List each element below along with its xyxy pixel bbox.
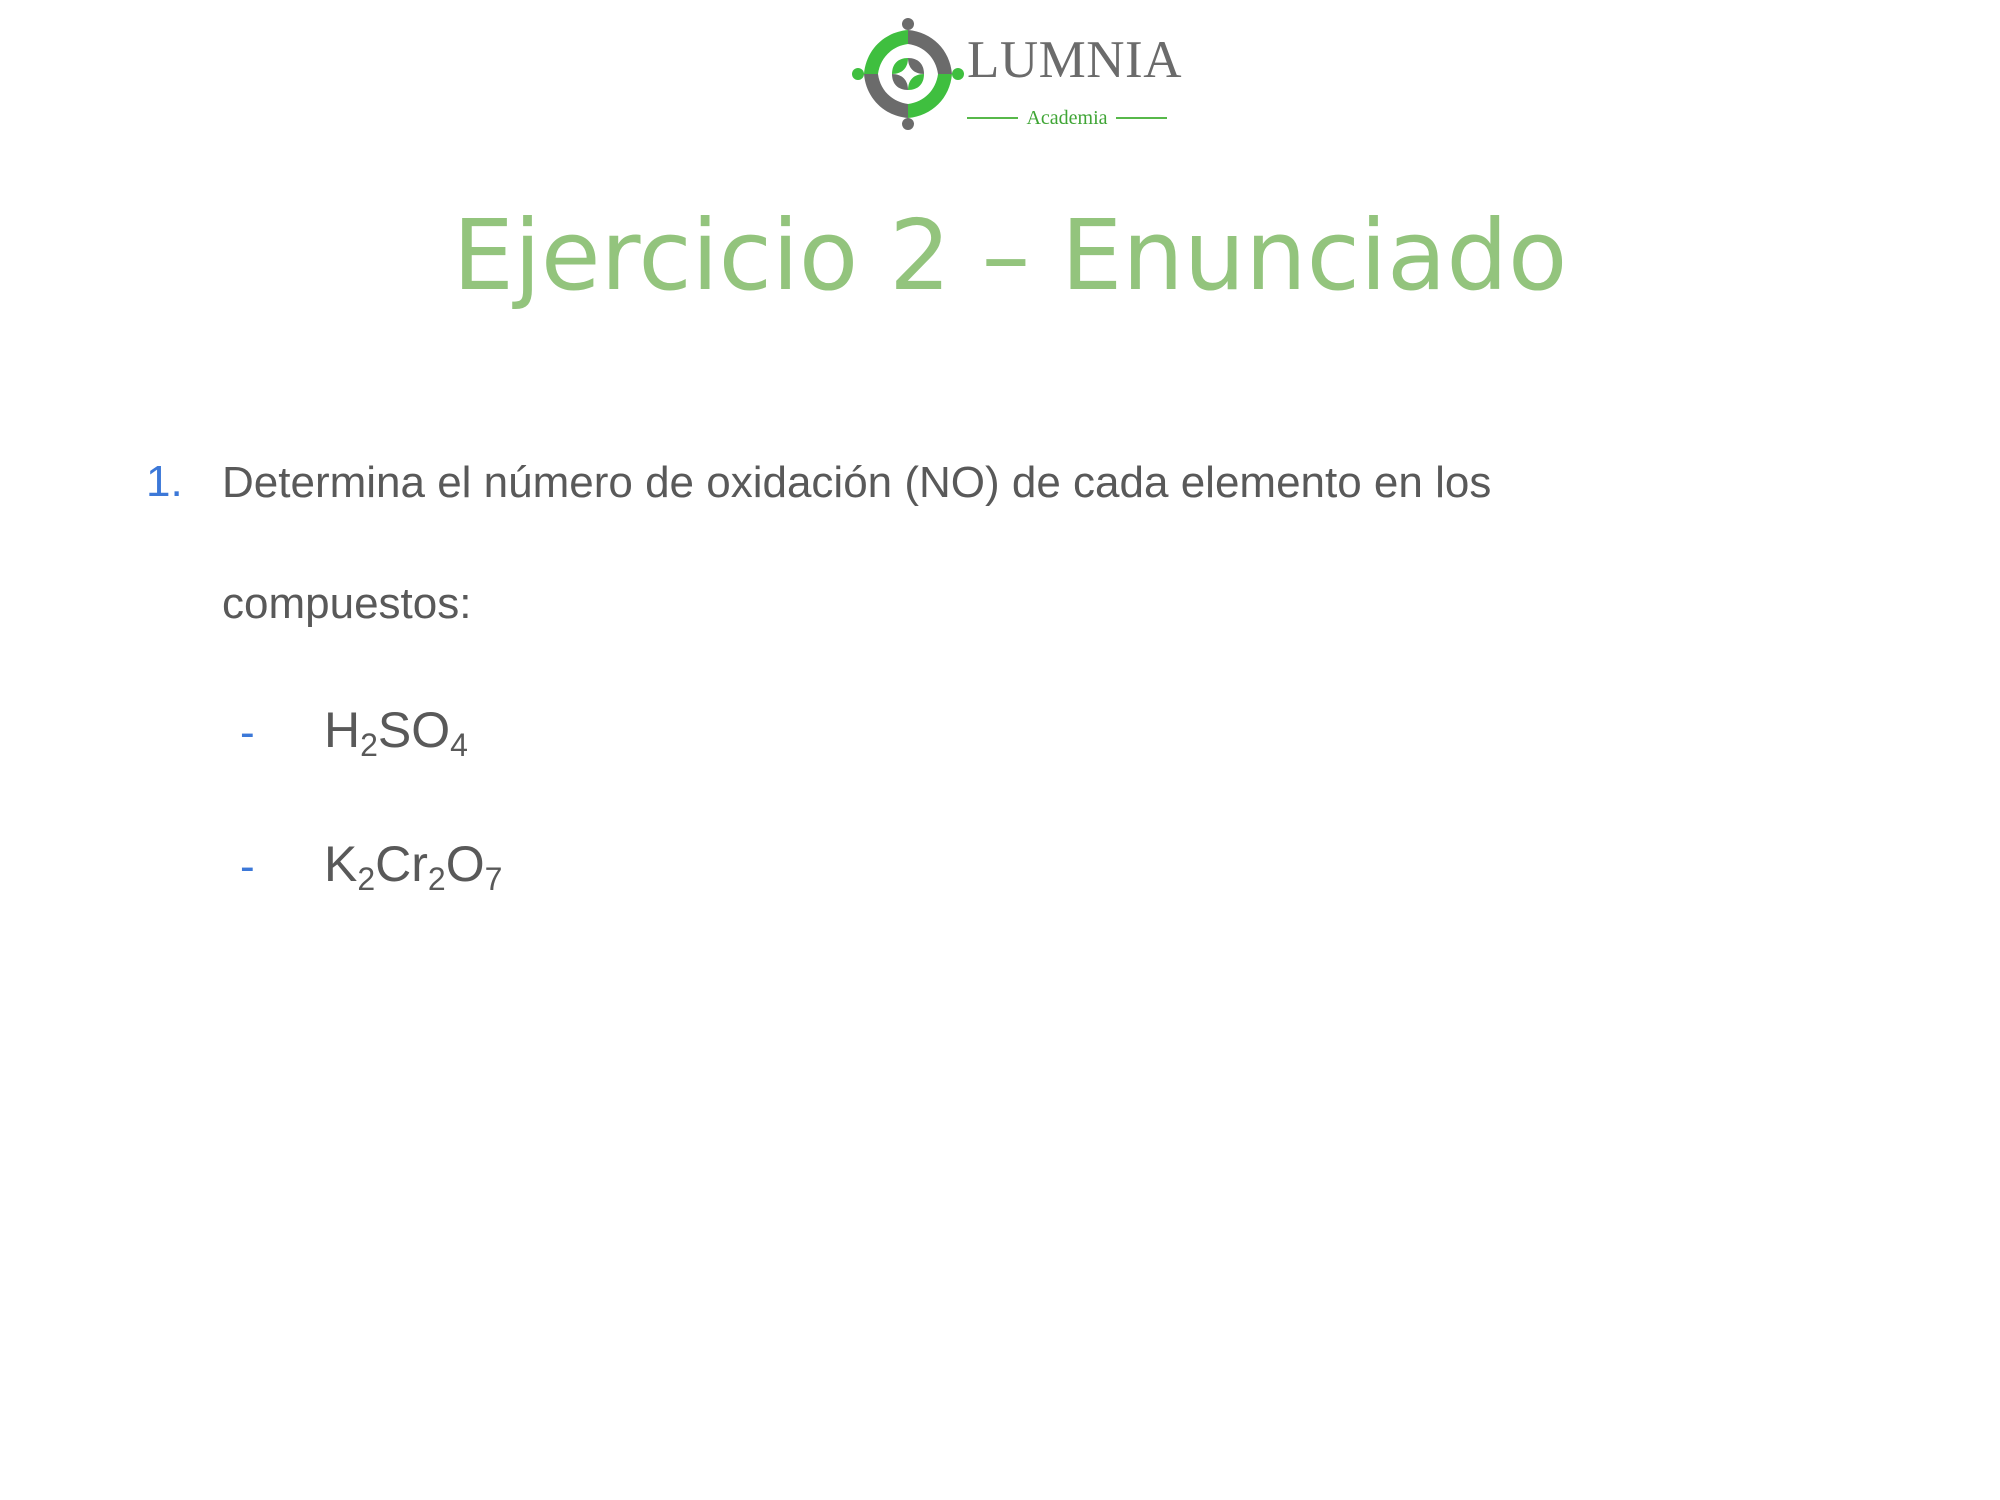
compound-k2cr2o7 [240,834,502,897]
logo-subtitle-text: Academia [1026,107,1108,129]
bullet-dash: - [240,842,255,891]
formula-subscript: 7 [484,861,503,897]
formula-subscript: 4 [450,727,468,763]
formula-part: Cr [375,836,428,892]
exercise-statement: Determina el número de oxidación (NO) de cada elemento en los compuestos: [222,458,1492,628]
formula-part: K [324,836,358,892]
logo-subtitle-rule-right [1116,117,1167,119]
lumnia-logo [852,18,1182,130]
formula-subscript: 2 [357,861,376,897]
logo-subtitle [967,108,1167,128]
logo-subtitle-rule-left [967,117,1018,119]
bullet-dash: - [240,708,255,757]
compound-h2so4 [240,700,468,763]
logo-wordmark: LUMNIA [967,31,1182,89]
formula-part: O [445,836,485,892]
lumnia-logo-icon [852,18,964,130]
formula-subscript: 2 [360,727,378,763]
formula-subscript: 2 [427,861,446,897]
list-number: 1. [146,457,183,506]
formula-part: SO [377,702,451,758]
formula-part: H [324,702,361,758]
slide-title: Ejercicio 2 – Enunciado [452,199,1568,312]
